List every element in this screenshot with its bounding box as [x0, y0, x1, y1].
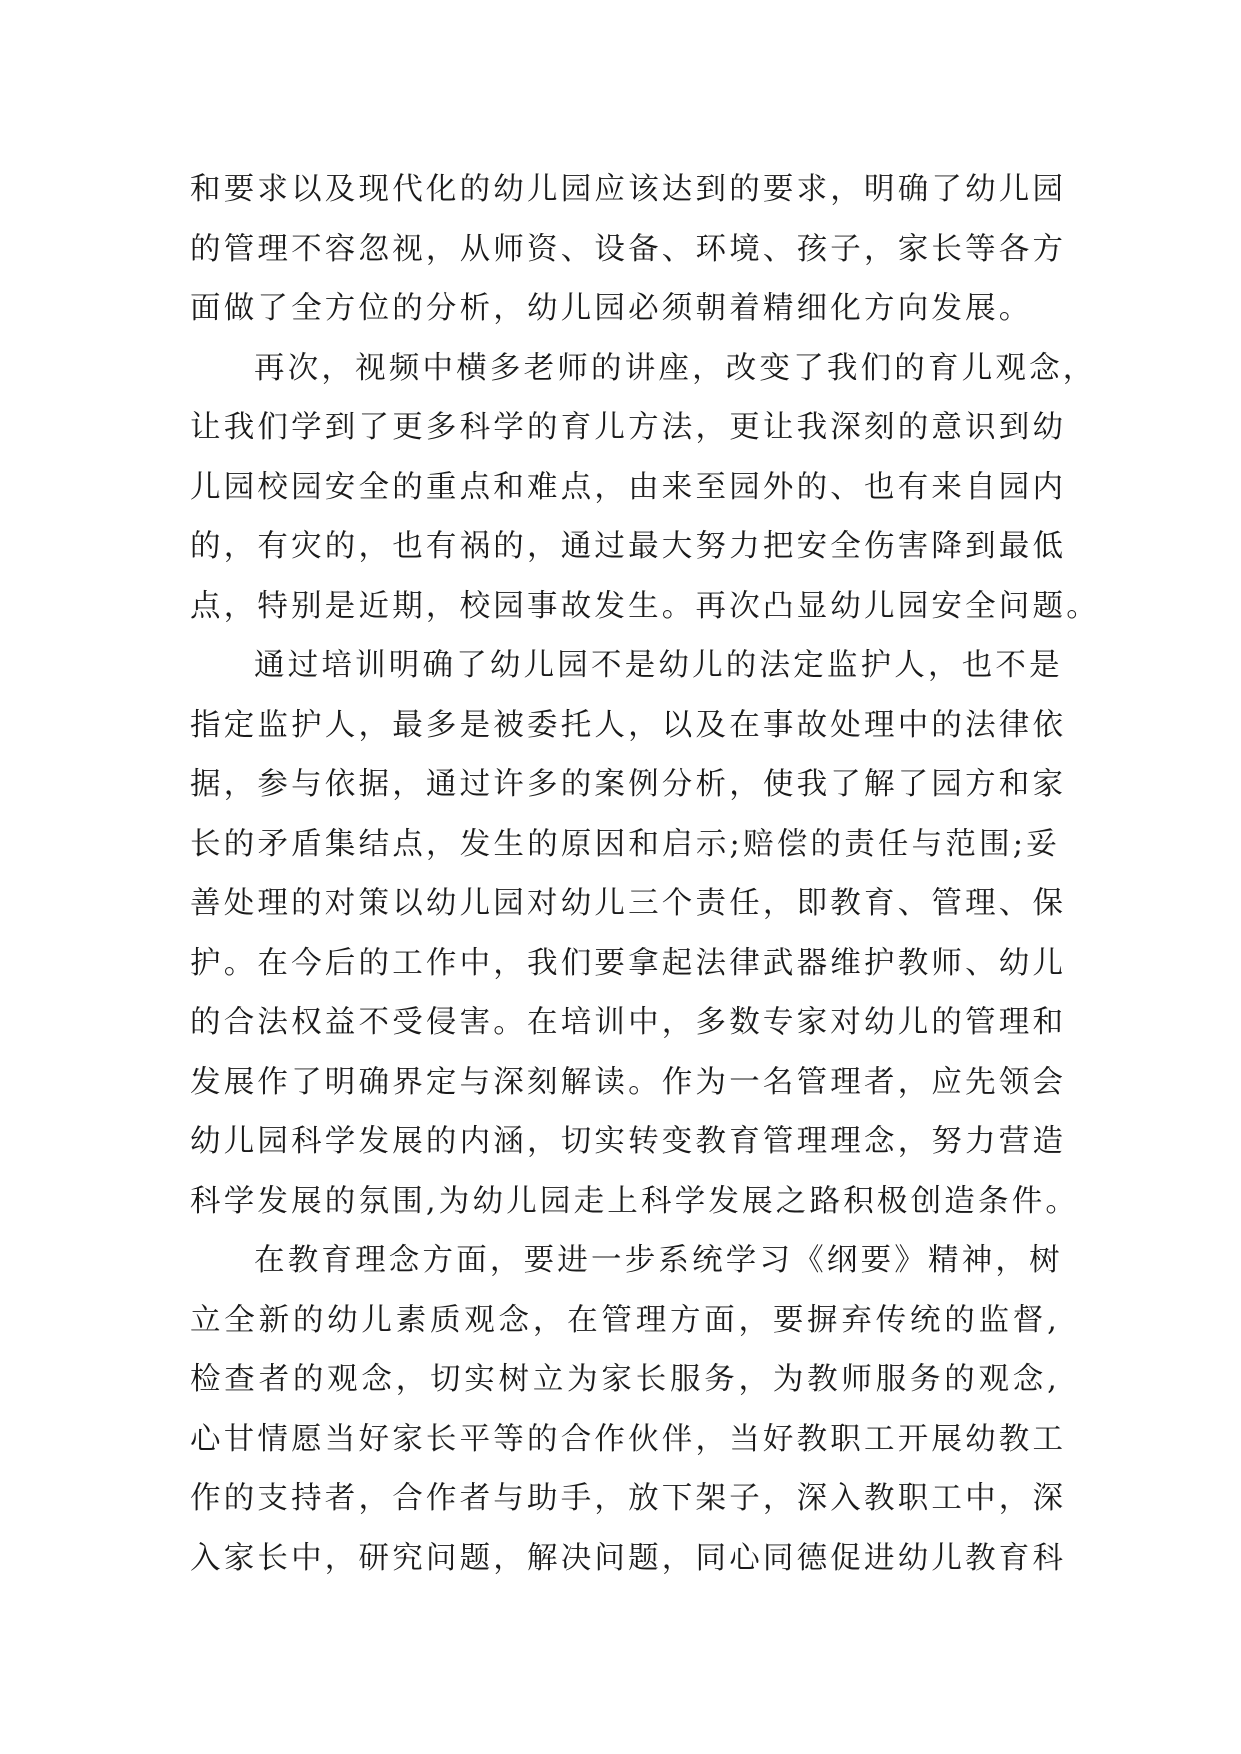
text-line: 据，参与依据，通过许多的案例分析，使我了解了园方和家 — [190, 767, 1067, 802]
text-line: 检查者的观念，切实树立为家长服务，为教师服务的观念, — [190, 1362, 1060, 1397]
text-line: 儿园校园安全的重点和难点，由来至园外的、也有来自园内 — [190, 469, 1067, 505]
text-line: 的合法权益不受侵害。在培训中，多数专家对幼儿的管理和 — [190, 1005, 1067, 1040]
text-line: 立全新的幼儿素质观念，在管理方面，要摒弃传统的监督, — [190, 1302, 1060, 1338]
text-line: 长的矛盾集结点，发生的原因和启示;赔偿的责任与范围;妥 — [190, 826, 1060, 862]
text-line: 入家长中，研究问题，解决问题，同心同德促进幼儿教育科 — [190, 1540, 1067, 1576]
text-line: 让我们学到了更多科学的育儿方法，更让我深刻的意识到幼 — [190, 410, 1067, 445]
body-text — [190, 160, 1100, 1588]
text-line: 的，有灾的，也有祸的，通过最大努力把安全伤害降到最低 — [190, 529, 1067, 564]
text-line: 发展作了明确界定与深刻解读。作为一名管理者，应先领会 — [190, 1064, 1067, 1100]
text-line: 科学发展的氛围,为幼儿园走上科学发展之路积极创造条件。 — [190, 1183, 1080, 1219]
paragraph-first-line: 再次，视频中横多老师的讲座，改变了我们的育儿观念， — [254, 350, 1097, 386]
text-line: 心甘情愿当好家长平等的合作伙伴，当好教职工开展幼教工 — [190, 1421, 1067, 1457]
text-line: 幼儿园科学发展的内涵，切实转变教育管理理念，努力营造 — [190, 1124, 1067, 1159]
text-line: 护。在今后的工作中，我们要拿起法律武器维护教师、幼儿 — [190, 945, 1067, 981]
text-line: 面做了全方位的分析，幼儿园必须朝着精细化方向发展。 — [190, 291, 1033, 326]
text-line: 点，特别是近期，校园事故发生。再次凸显幼儿园安全问题。 — [190, 588, 1100, 624]
text-line: 和要求以及现代化的幼儿园应该达到的要求，明确了幼儿园 — [190, 172, 1067, 207]
text-line: 作的支持者，合作者与助手，放下架子，深入教职工中，深 — [190, 1481, 1067, 1516]
text-line: 善处理的对策以幼儿园对幼儿三个责任，即教育、管理、保 — [190, 886, 1067, 921]
text-line: 指定监护人，最多是被委托人，以及在事故处理中的法律依 — [190, 707, 1067, 743]
text-line: 的管理不容忽视，从师资、设备、环境、孩子，家长等各方 — [190, 231, 1067, 267]
paragraph-first-line: 在教育理念方面，要进一步系统学习《纲要》精神，树 — [254, 1243, 1063, 1278]
paragraph-first-line: 通过培训明确了幼儿园不是幼儿的法定监护人，也不是 — [254, 648, 1063, 683]
